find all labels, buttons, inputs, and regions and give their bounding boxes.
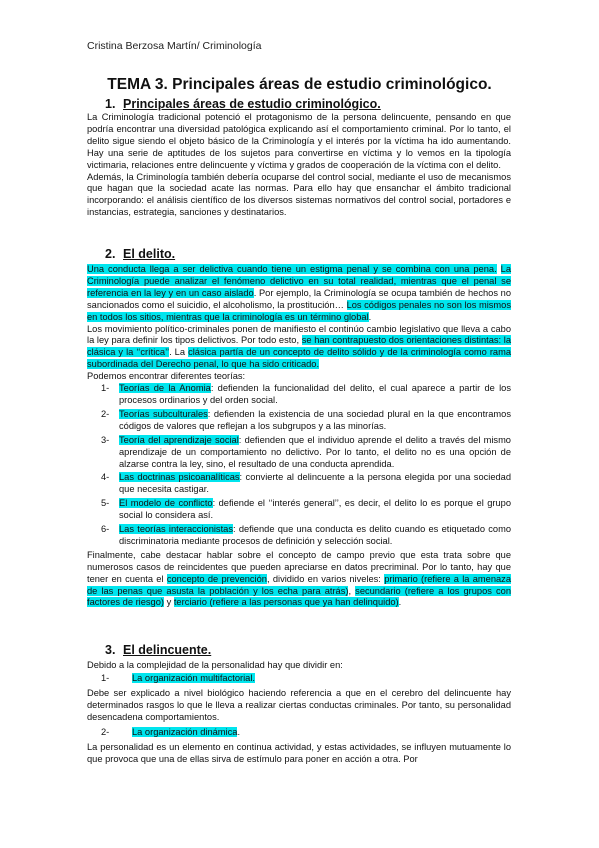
section-2-heading: [105, 247, 175, 261]
paragraph-text: .: [237, 727, 241, 737]
section-3-item-1: [101, 673, 511, 685]
paragraph-text: .: [398, 597, 402, 608]
list-item-number: 1-: [101, 673, 110, 683]
section-2-paragraph-1: [87, 264, 511, 324]
list-item: [87, 409, 511, 433]
highlight-text: clásica partía de un concepto de delito sólido y de la criminología como rama subordinada del Derecho penal, lo que ha sido criticado.: [87, 347, 511, 370]
paragraph-text: .: [368, 311, 372, 322]
highlight-text: Las doctrinas psicoanalíticas: [119, 472, 240, 483]
section-3-item-2: [101, 727, 511, 739]
section-1-number: 1.: [105, 97, 116, 111]
section-1-paragraph-1: La Criminología tradicional potenció el protagonismo de la persona delincuente, pensando en que podría encontrar una diversidad patológica explicando así el comportamiento criminal. Por lo tanto, el delito sigue siendo el objeto básico de la Criminología y el interés por la víctima ha ido aumentando. Hay una serie de aptitudes de los sujetos para convertirse en víctima y lo vemos en la tipología victimaria, relaciones entre delincuente y víctima y grados de cooperación de la víctima con el delito.: [87, 112, 511, 170]
list-item-text: : defienden la existencia de una sociedad plural en la que encontramos códigos de valores que reflejan a los subgrupos y a las minorías.: [119, 408, 511, 431]
highlight-text: se han contrapuesto dos orientaciones distintas: la clásica y la ‘‘crítica’’: [87, 335, 511, 358]
section-3-number: 3.: [105, 643, 116, 657]
list-item-number: 4-: [101, 472, 110, 483]
section-3-paragraph-3: La personalidad es un elemento en continua actividad, y estas actividades, se influyen mutuamente lo que provoca que una de ellas sirva de estímulo para poner en acción a otra. Por: [87, 742, 511, 764]
list-item: [87, 472, 511, 496]
highlight-text: La organización dinámica: [132, 727, 238, 737]
highlight-text: La Criminología puede analizar el fenómeno delictivo en su total realidad, mientras que el penal se referencia en la ley y en un caso aislado: [87, 264, 511, 298]
highlight-text: Los códigos penales no son los mismos en todos los sitios, mientras que la criminología es un término global: [87, 299, 511, 322]
paragraph-text: . Por ejemplo, la Criminología se ocupa también de hechos no sancionados como el suicidio, el alcoholismo, la prostitución…: [87, 287, 511, 310]
highlight-text: concepto de prevención: [166, 573, 267, 584]
paragraph-text: , dividido en varios niveles:: [266, 573, 381, 584]
highlight-text: Teoría del aprendizaje social: [119, 434, 239, 445]
list-item: [87, 498, 511, 522]
paragraph-text: y: [166, 597, 172, 608]
paragraph-text: ,: [348, 585, 352, 596]
list-item: [87, 383, 511, 407]
highlight-text: El modelo de conflicto: [119, 498, 213, 509]
section-1-heading: [105, 97, 381, 111]
list-item-number: 3-: [101, 434, 110, 445]
list-item-text: : defienden la funcionalidad del delito, el cual aparece a partir de los procesos ordinarios y del orden social.: [119, 383, 511, 405]
section-1-title: Principales áreas de estudio criminológico.: [123, 97, 381, 111]
list-item-number: 2-: [101, 727, 110, 737]
highlight-text: terciario (refiere a las personas que ya han delinquido): [173, 597, 399, 608]
highlight-text: Una conducta llega a ser delictiva cuando tiene un estigma penal y se combina con una pena.: [87, 264, 497, 274]
list-item-number: 2-: [101, 408, 110, 419]
list-item-text: : defiende el ‘‘interés general’’, es decir, el delito lo es porque el grupo social lo considera así.: [119, 498, 511, 521]
list-item-number: 1-: [101, 383, 110, 394]
section-2-title: El delito.: [123, 247, 176, 261]
section-2-body: [87, 264, 511, 609]
document-title: TEMA 3. Principales áreas de estudio criminológico.: [107, 76, 492, 93]
paragraph-text: Los movimiento político-criminales ponen de manifiesto el continúo cambio legislativo que lleva a cabo la ley para definir los tipos delictivos. Por todo esto,: [87, 323, 511, 346]
highlight-text: Teorías de la Anomia: [119, 383, 211, 394]
paragraph-text: . La: [169, 347, 186, 358]
section-3-paragraph-1: Debido a la complejidad de la personalidad hay que dividir en:: [87, 660, 343, 670]
section-3-paragraph-2: Debe ser explicado a nivel biológico haciendo referencia a que en el cerebro del delincuente hay determinados rasgos lo que le lleva a realizar ciertas conductas criminales. Por tanto, su personalidad desencadena comportamientos.: [87, 688, 511, 722]
list-item-text: : convierte al delincuente a la persona elegida por una sociedad que necesita castigar.: [119, 472, 512, 495]
list-item-number: 6-: [101, 524, 110, 535]
list-item-text: : defiende que una conducta es delito cuando es etiquetado como discriminatoria mediante procesos de definición y selección social.: [119, 524, 511, 546]
section-1-body: [87, 112, 511, 219]
list-item-number: 5-: [101, 498, 110, 509]
list-item-text: : defienden que el individuo aprende el delito a través del mismo aprendizaje de un comportamiento no delictivo. Por lo tanto, el delito no es una opción de alzarse contra la ley, sino, el resultado de una conducta aprendida.: [119, 434, 511, 469]
highlight-text: La organización multifactorial.: [132, 673, 255, 683]
highlight-text: Las teorías interaccionistas: [119, 524, 233, 535]
section-1-paragraph-2: Además, la Criminología también debería ocuparse del control social, mediante el uso de mecanismos que hagan que la sociedad acate las normas. Para ello hay que ensanchar el ámbito tradicional incorporando: el análisis científico de los diversos sistemas normativos del control social, portadores e instancias, estrategia, sanciones y destinatarios.: [87, 171, 511, 218]
highlight-text: Teorías subculturales: [119, 408, 208, 419]
section-2-paragraph-4: [87, 550, 511, 610]
section-3-title: El delincuente.: [123, 643, 212, 657]
paragraph-text: Finalmente, cabe destacar hablar sobre el concepto de campo previo que esta trata sobre que numerosos casos de reincidentes que pueden apreciarse en datos precriminal. Por lo tanto, hay que tener en cuenta el: [87, 549, 511, 584]
list-item: [87, 524, 511, 548]
theories-list: [87, 383, 511, 548]
section-2-number: 2.: [105, 247, 116, 261]
list-item: [87, 435, 511, 471]
section-3-heading: [105, 643, 211, 657]
highlight-text: secundario (refiere a los grupos con factores de riesgo): [87, 585, 511, 608]
page-header: Cristina Berzosa Martín/ Criminología: [87, 40, 262, 52]
section-2-paragraph-3: Podemos encontrar diferentes teorías:: [87, 371, 246, 382]
highlight-text: primario (refiere a la amenaza de las penas que asusta la población y los echa para atrás): [87, 573, 512, 596]
section-2-paragraph-2: [87, 324, 511, 372]
